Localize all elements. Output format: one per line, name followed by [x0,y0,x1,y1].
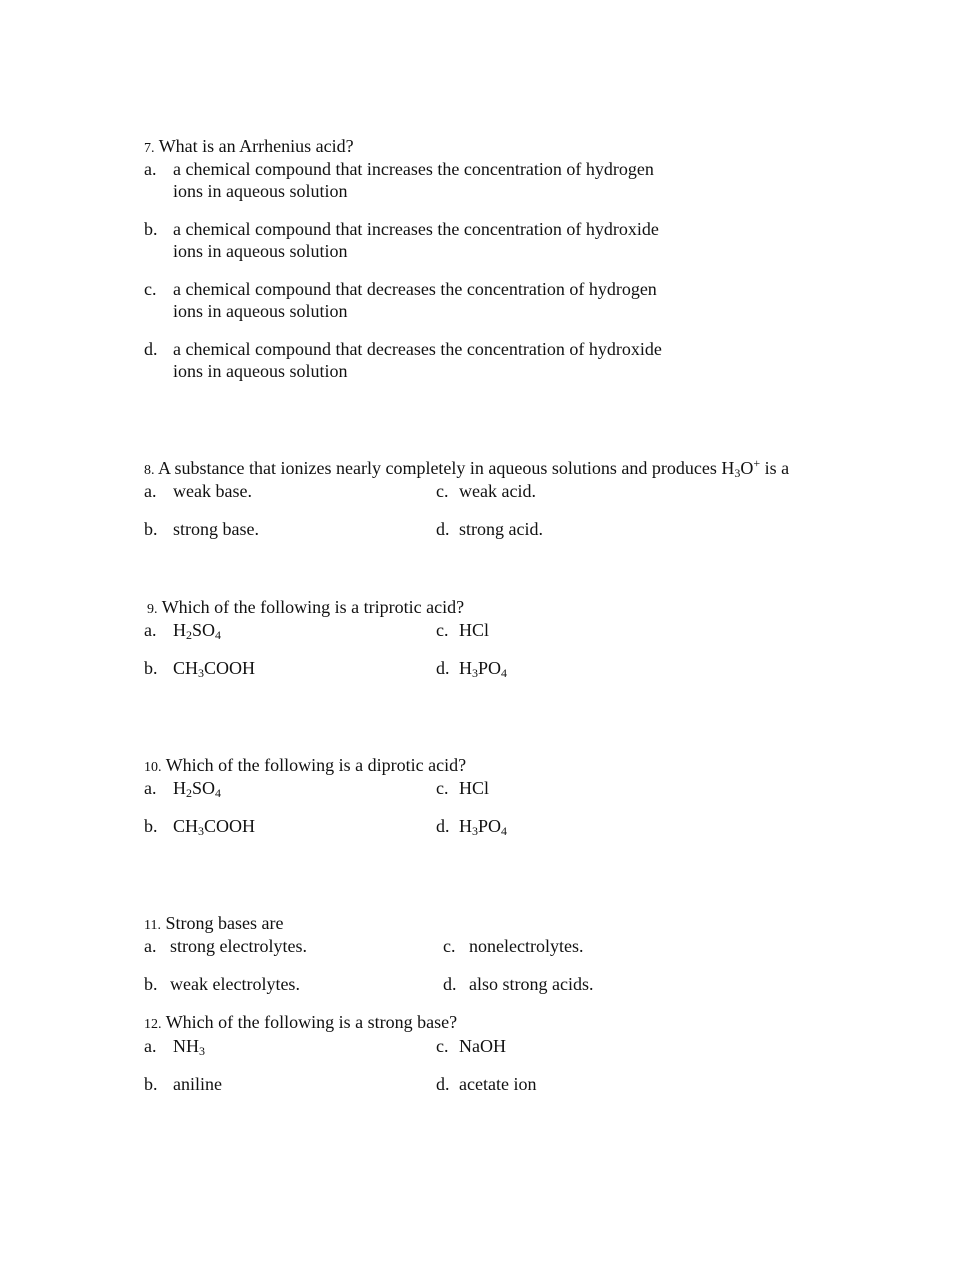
option-letter: a. [144,159,157,179]
option-text-continued: ions in aqueous solution [173,301,348,321]
formula-part: COOH [204,816,256,836]
option-formula [173,657,255,679]
question-text: A substance that ionizes nearly completely in aqueous solutions and produces H [158,458,735,478]
question-stem [144,754,466,779]
question-text: What is an Arrhenius acid? [158,136,354,156]
subscript: 3 [472,666,478,680]
option-letter: a. [144,778,157,798]
option-letter: b. [144,219,158,239]
option-text: strong base. [173,519,259,539]
subscript: 3 [198,824,205,838]
question-number: 12. [144,1017,162,1032]
subscript: 4 [501,824,508,838]
subscript: 3 [472,824,478,838]
formula-part: CH [173,816,199,836]
option-text-continued: ions in aqueous solution [173,361,348,381]
option-letter: c. [144,279,157,299]
option-formula [173,1035,205,1057]
option-text: HCl [459,620,490,640]
option-letter: d. [436,816,450,836]
option-formula [459,657,507,679]
option-text: a chemical compound that increases the concentration of hydroxide [173,219,659,239]
option-formula [173,619,221,641]
option-letter: d. [144,339,158,359]
subscript: 3 [734,466,741,480]
formula-part: SO [192,620,216,640]
option-letter: c. [436,481,449,501]
formula-part: PO [478,816,502,836]
question-text: Which of the following is a strong base? [165,1012,458,1032]
question-text-end: is a [760,458,790,478]
option-text-continued: ions in aqueous solution [173,181,348,201]
option-letter: a. [144,936,157,956]
option-letter: b. [144,658,158,678]
option-letter: c. [436,620,449,640]
option-letter: a. [144,620,157,640]
option-letter: a. [144,1036,157,1056]
subscript: 4 [501,666,508,680]
option-letter: d. [436,658,450,678]
question-stem [144,912,283,937]
option-letter: a. [144,481,157,501]
question-stem [147,596,464,621]
question-stem [144,135,354,160]
option-text: weak acid. [459,481,536,501]
formula-part: PO [478,658,502,678]
question-number: 10. [144,760,162,775]
question-number: 11. [144,918,161,933]
option-text: a chemical compound that decreases the concentration of hydroxide [173,339,662,359]
formula-part: H [173,620,186,640]
question-number: 7. [144,141,155,156]
question-stem [144,1011,457,1036]
option-text: strong acid. [459,519,543,539]
subscript: 3 [198,666,205,680]
option-text: a chemical compound that increases the concentration of hydrogen [173,159,654,179]
option-letter: b. [144,1074,158,1094]
option-letter: b. [144,519,158,539]
option-formula [173,777,221,799]
option-text: nonelectrolytes. [469,936,584,956]
subscript: 2 [186,628,192,642]
option-formula [459,815,507,837]
formula-part: NH [173,1036,199,1056]
option-letter: c. [436,778,449,798]
option-letter: b. [144,816,158,836]
formula-part: H [173,778,186,798]
option-text: weak electrolytes. [170,974,300,994]
option-text: HCl [459,778,490,798]
formula-part: H [459,658,472,678]
question-number: 9. [147,602,158,617]
question-text: Which of the following is a diprotic acid? [165,755,467,775]
option-formula [173,815,255,837]
subscript: 3 [199,1044,205,1058]
question-text: Which of the following is a triprotic acid? [161,597,465,617]
subscript: 4 [215,628,222,642]
option-letter: c. [436,1036,449,1056]
formula-part: SO [192,778,216,798]
option-letter: d. [436,1074,450,1094]
subscript: 4 [215,786,222,800]
option-text: NaOH [459,1036,506,1056]
option-text: aniline [173,1074,222,1094]
option-text-continued: ions in aqueous solution [173,241,348,261]
option-letter: d. [443,974,457,994]
formula-part: H [459,816,472,836]
option-text: strong electrolytes. [170,936,307,956]
option-text: also strong acids. [469,974,594,994]
formula-part: CH [173,658,199,678]
question-text: Strong bases are [165,913,284,933]
formula-part: COOH [204,658,256,678]
question-stem [144,457,789,482]
subscript: 2 [186,786,192,800]
option-letter: c. [443,936,456,956]
option-letter: d. [436,519,450,539]
question-text-formula: O [740,458,754,478]
option-text: a chemical compound that decreases the concentration of hydrogen [173,279,657,299]
option-text: weak base. [173,481,252,501]
superscript: + [753,456,761,470]
option-letter: b. [144,974,158,994]
question-number: 8. [144,463,155,478]
option-text: acetate ion [459,1074,537,1094]
